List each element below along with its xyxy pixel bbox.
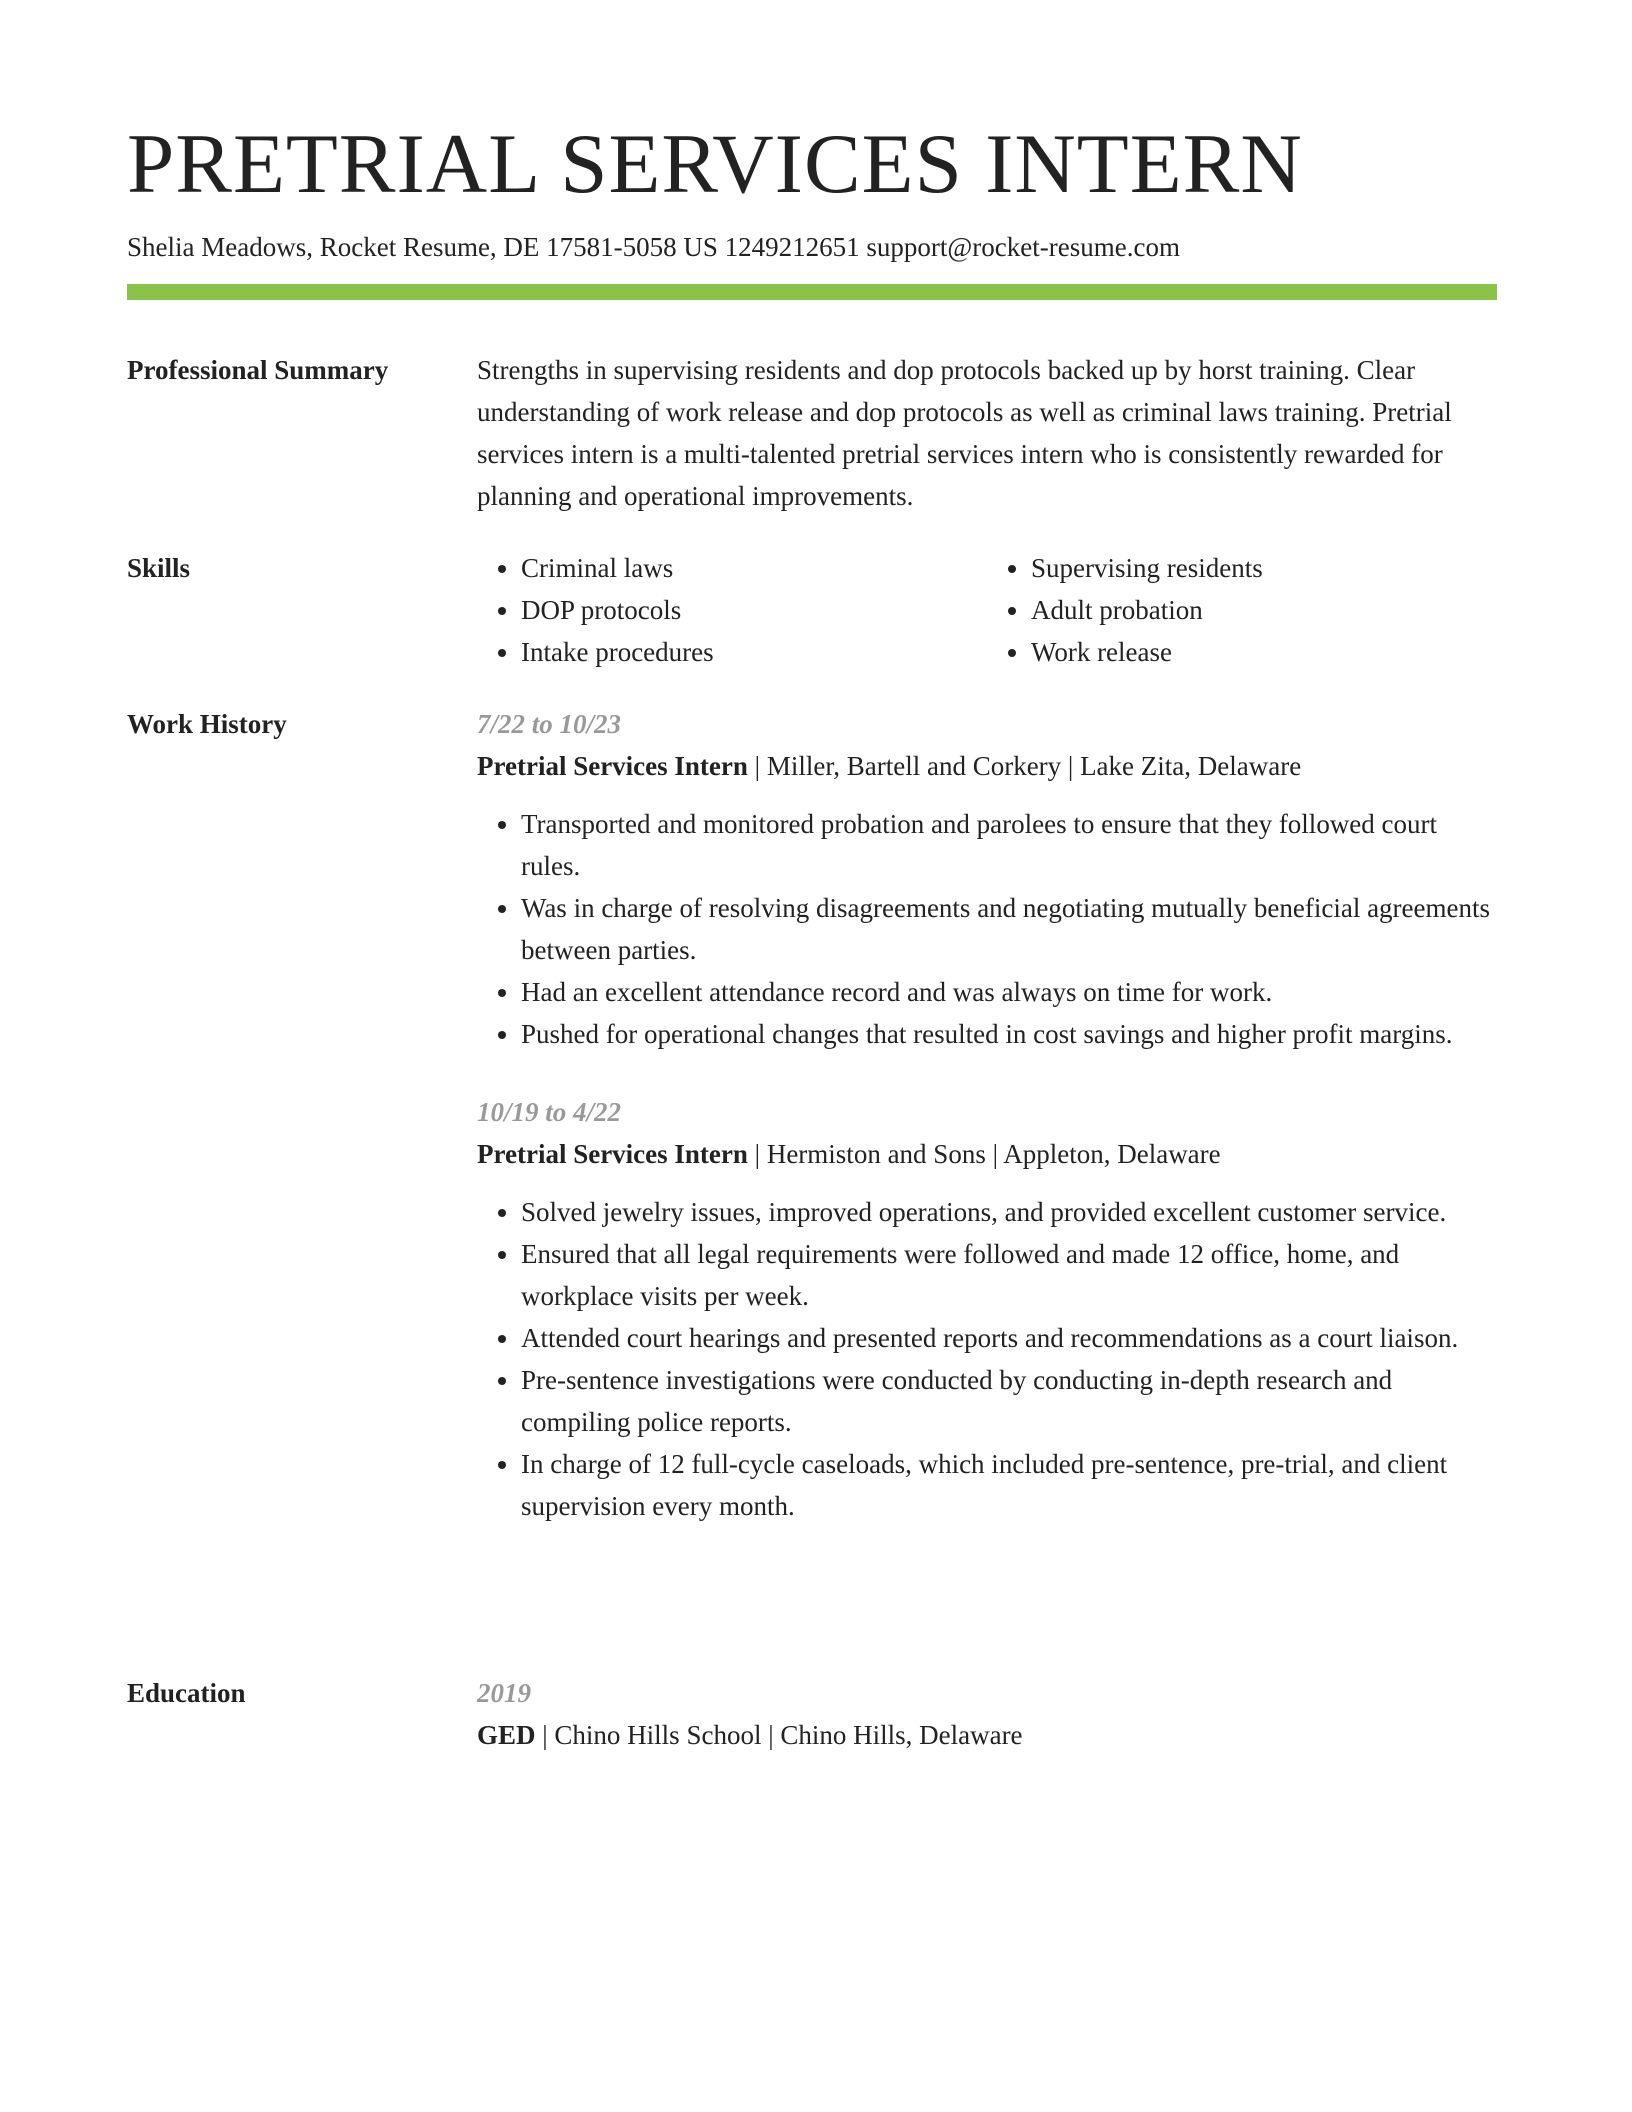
skills-list-right — [987, 547, 1497, 673]
job-bullets — [477, 803, 1497, 1055]
education-label: Education — [127, 1678, 246, 1708]
education-degree: GED — [477, 1720, 536, 1750]
skill-item: • Intake procedures — [521, 631, 987, 673]
work-history-body — [477, 703, 1497, 1527]
skill-item: • Criminal laws — [521, 547, 987, 589]
skills-list-left — [477, 547, 987, 673]
skills-body — [477, 547, 1497, 673]
job-title: Pretrial Services Intern — [477, 1139, 748, 1169]
job-bullet: • Pre-sentence investigations were conducted by conducting in-depth research and compiling police reports. — [521, 1359, 1497, 1443]
skill-item: • DOP protocols — [521, 589, 987, 631]
summary-text: Strengths in supervising residents and dop protocols backed up by horst training. Clear understanding of work release and dop protocols as well as criminal laws training. Pretrial services intern is a multi-talented pretrial services intern who is consistently rewarded for planning and operational improvements. — [477, 355, 1452, 511]
job-title: Pretrial Services Intern — [477, 751, 748, 781]
job-bullet: • Had an excellent attendance record and was always on time for work. — [521, 971, 1497, 1013]
resume-title: PRETRIAL SERVICES INTERN — [127, 117, 1303, 211]
job-bullet: • Was in charge of resolving disagreements and negotiating mutually beneficial agreements between parties. — [521, 887, 1497, 971]
skill-item: • Adult probation — [1031, 589, 1497, 631]
education-school-location: | Chino Hills School | Chino Hills, Delaware — [535, 1720, 1023, 1750]
job-employer-location: | Hermiston and Sons | Appleton, Delaware — [747, 1139, 1221, 1169]
skills-label: Skills — [127, 553, 191, 583]
education-body — [477, 1672, 1497, 1756]
job-bullet: • Transported and monitored probation and parolees to ensure that they followed court rules. — [521, 803, 1497, 887]
job-bullets — [477, 1191, 1497, 1527]
education-heading — [477, 1714, 1497, 1756]
summary-label: Professional Summary — [127, 355, 389, 385]
education-date: 2019 — [477, 1678, 531, 1708]
skill-item: • Work release — [1031, 631, 1497, 673]
job-entry — [477, 1091, 1497, 1527]
skills-columns — [477, 547, 1497, 673]
job-bullet: • Solved jewelry issues, improved operations, and provided excellent customer service. — [521, 1191, 1497, 1233]
job-bullet: • Pushed for operational changes that resulted in cost savings and higher profit margins. — [521, 1013, 1497, 1055]
work-history-label: Work History — [127, 709, 287, 739]
skill-item: • Supervising residents — [1031, 547, 1497, 589]
job-dates: 10/19 to 4/22 — [477, 1097, 622, 1127]
job-bullet: • In charge of 12 full-cycle caseloads, which included pre-sentence, pre-trial, and client supervision every month. — [521, 1443, 1497, 1527]
job-employer-location: | Miller, Bartell and Corkery | Lake Zita, Delaware — [747, 751, 1302, 781]
summary-body — [477, 349, 1497, 517]
job-entry — [477, 703, 1497, 1055]
job-bullet: • Ensured that all legal requirements were followed and made 12 office, home, and workplace visits per week. — [521, 1233, 1497, 1317]
job-heading — [477, 745, 1497, 787]
contact-line: Shelia Meadows, Rocket Resume, DE 17581-5058 US 1249212651 support@rocket-resume.com — [127, 232, 1180, 262]
job-dates: 7/22 to 10/23 — [477, 709, 622, 739]
job-bullet: • Attended court hearings and presented reports and recommendations as a court liaison. — [521, 1317, 1497, 1359]
accent-divider — [127, 284, 1497, 300]
job-heading — [477, 1133, 1497, 1175]
